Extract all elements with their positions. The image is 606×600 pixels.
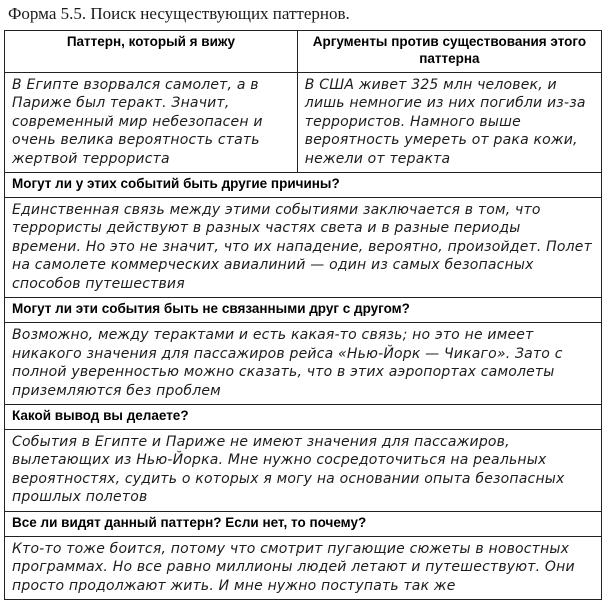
section-answer-row xyxy=(5,323,602,405)
section-answer: События в Египте и Париже не имеют значения для пассажиров, вылетающих из Нью-Йорка. Мне нужно сосредоточиться на реальных вероятностях, судить о которых я могу на основании опыта безопасных прошлых полетов xyxy=(5,429,602,511)
answers-row xyxy=(5,72,602,172)
section-answer: Возможно, между терактами и есть какая-то связь; но это не имеет никакого значения для пассажиров рейса «Нью-Йорк — Чикаго». Зато с полной уверенностью можно сказать, что в этих аэропортах самолеты приземляются без проблем xyxy=(5,323,602,405)
section-question-row xyxy=(5,298,602,323)
section-answer-row xyxy=(5,536,602,599)
header-row xyxy=(5,31,602,73)
section-answer: Единственная связь между этими событиями заключается в том, что террористы действуют в разных частях света и в разные периоды времени. Но это не значит, что их нападение, вероятно, произойдет. Полет на самолете коммерческих авиалиний — один из самых безопасных способов путешествия xyxy=(5,197,602,297)
column-header-arguments: Аргументы против существования этого паттерна xyxy=(297,31,601,73)
pattern-answer-cell: В Египте взорвался самолет, а в Париже был теракт. Значит, современный мир небезопасен и очень велика вероятность стать жертвой террориста xyxy=(5,72,298,172)
section-answer-row xyxy=(5,429,602,511)
section-question: Могут ли эти события быть не связанными друг с другом? xyxy=(5,298,602,323)
section-question-row xyxy=(5,511,602,536)
section-answer: Кто-то тоже боится, потому что смотрит пугающие сюжеты в новостных программах. Но все равно миллионы людей летают и путешествуют. Они просто продолжают жить. И мне нужно поступать так же xyxy=(5,536,602,599)
patterns-table xyxy=(4,30,602,600)
arguments-answer-cell: В США живет 325 млн человек, и лишь немногие из них погибли из-за террористов. Намного выше вероятность умереть от рака кожи, нежели от теракта xyxy=(297,72,601,172)
section-question-row xyxy=(5,173,602,198)
column-header-pattern: Паттерн, который я вижу xyxy=(5,31,298,73)
section-question: Какой вывод вы делаете? xyxy=(5,405,602,430)
section-answer-row xyxy=(5,197,602,297)
page-title: Форма 5.5. Поиск несуществующих паттернов. xyxy=(8,4,350,23)
section-question: Все ли видят данный паттерн? Если нет, то почему? xyxy=(5,511,602,536)
section-question-row xyxy=(5,405,602,430)
section-question: Могут ли у этих событий быть другие причины? xyxy=(5,173,602,198)
